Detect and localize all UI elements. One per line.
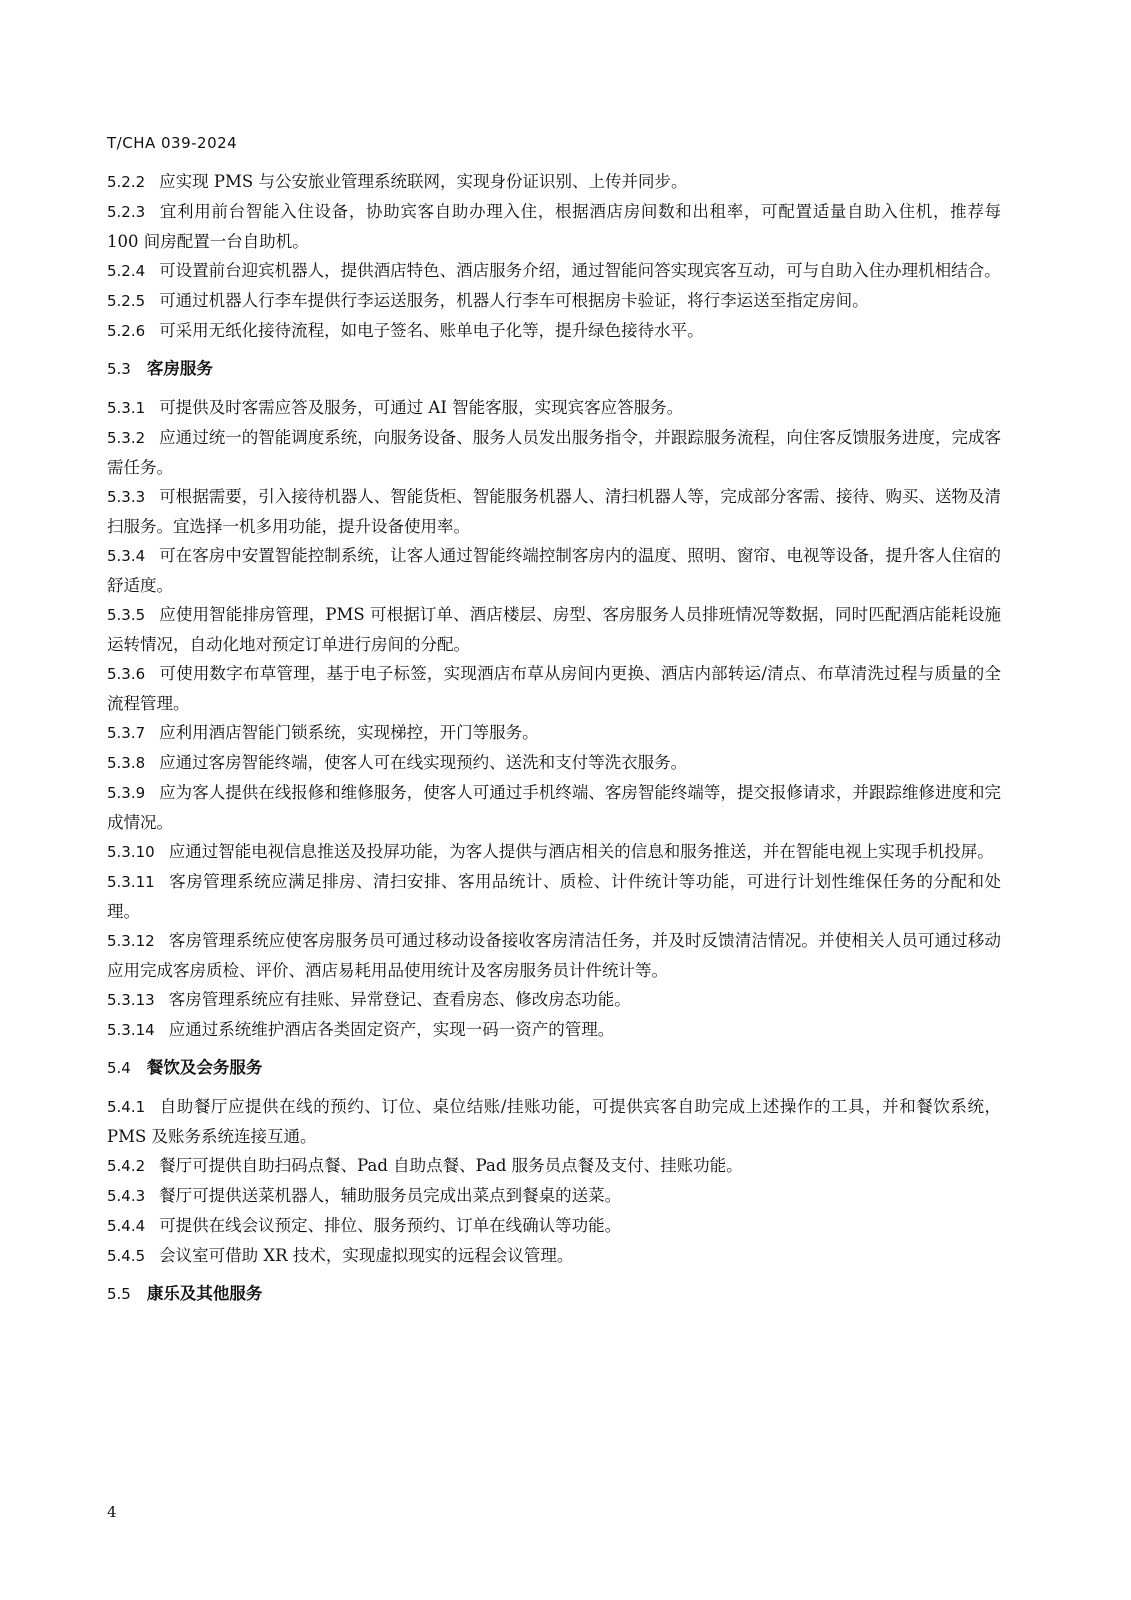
clause-text: 应实现 PMS 与公安旅业管理系统联网，实现身份证识别、上传并同步。 xyxy=(159,172,688,191)
clause-number: 5.3.8 xyxy=(107,754,146,772)
clause-text: 可提供在线会议预定、排位、服务预约、订单在线确认等功能。 xyxy=(159,1216,622,1235)
clause-text: 可采用无纸化接待流程，如电子签名、账单电子化等，提升绿色接待水平。 xyxy=(159,321,704,340)
clause-text: 自助餐厅应提供在线的预约、订位、桌位结账/挂账功能，可提供宾客自助完成上述操作的工具，并和餐饮系统，PMS 及账务系统连接互通。 xyxy=(107,1097,1001,1146)
document-code-header: T/CHA 039-2024 xyxy=(107,134,238,152)
clause-number: 5.2.6 xyxy=(107,322,146,340)
section-heading-5-5 xyxy=(107,1279,1001,1309)
clause-number: 5.2.3 xyxy=(107,203,146,221)
clause-number: 5.3.7 xyxy=(107,724,146,742)
clause-5-3-13 xyxy=(107,985,1001,1015)
clause-5-4-2 xyxy=(107,1151,1001,1181)
clause-number: 5.3.3 xyxy=(107,488,146,506)
clause-number: 5.4.1 xyxy=(107,1098,146,1116)
clause-text: 应使用智能排房管理，PMS 可根据订单、酒店楼层、房型、客房服务人员排班情况等数据，同时匹配酒店能耗设施运转情况，自动化地对预定订单进行房间的分配。 xyxy=(107,605,1001,654)
section-number: 5.5 xyxy=(107,1285,131,1303)
clause-number: 5.4.2 xyxy=(107,1157,146,1175)
clause-number: 5.3.6 xyxy=(107,665,146,683)
clause-text: 可使用数字布草管理，基于电子标签，实现酒店布草从房间内更换、酒店内部转运/清点、布草清洗过程与质量的全流程管理。 xyxy=(107,664,1001,713)
clause-5-3-14 xyxy=(107,1015,1001,1045)
clause-5-4-4 xyxy=(107,1211,1001,1241)
clause-text: 应利用酒店智能门锁系统，实现梯控，开门等服务。 xyxy=(159,723,539,742)
clause-text: 可设置前台迎宾机器人，提供酒店特色、酒店服务介绍，通过智能问答实现宾客互动，可与自助入住办理机相结合。 xyxy=(159,261,1001,280)
section-title: 餐饮及会务服务 xyxy=(146,1058,263,1077)
clause-number: 5.3.1 xyxy=(107,399,146,417)
clause-5-2-3 xyxy=(107,197,1001,256)
clause-text: 可通过机器人行李车提供行李运送服务，机器人行李车可根据房卡验证，将行李运送至指定房间。 xyxy=(159,291,869,310)
page-number: 4 xyxy=(107,1503,117,1521)
clause-5-3-2 xyxy=(107,423,1001,482)
clause-number: 5.3.4 xyxy=(107,547,146,565)
clause-5-3-4 xyxy=(107,541,1001,600)
section-number: 5.3 xyxy=(107,360,131,378)
clause-5-3-10 xyxy=(107,837,1001,867)
clause-5-3-9 xyxy=(107,778,1001,837)
clause-text: 餐厅可提供送菜机器人，辅助服务员完成出菜点到餐桌的送菜。 xyxy=(159,1186,622,1205)
clause-number: 5.2.5 xyxy=(107,292,146,310)
section-heading-5-4 xyxy=(107,1053,1001,1083)
clause-text: 客房管理系统应使客房服务员可通过移动设备接收客房清洁任务，并及时反馈清洁情况。并使相关人员可通过移动应用完成客房质检、评价、酒店易耗用品使用统计及客房服务员计件统计等。 xyxy=(107,931,1001,980)
clause-number: 5.3.2 xyxy=(107,429,146,447)
section-number: 5.4 xyxy=(107,1059,131,1077)
clause-number: 5.3.12 xyxy=(107,932,155,950)
clause-5-2-4 xyxy=(107,256,1001,286)
clause-number: 5.3.10 xyxy=(107,843,155,861)
clause-5-2-5 xyxy=(107,286,1001,316)
clause-text: 客房管理系统应满足排房、清扫安排、客用品统计、质检、计件统计等功能，可进行计划性维保任务的分配和处理。 xyxy=(107,872,1001,921)
clause-5-3-11 xyxy=(107,867,1001,926)
clause-number: 5.2.2 xyxy=(107,173,146,191)
clause-5-2-6 xyxy=(107,316,1001,346)
clause-text: 应通过智能电视信息推送及投屏功能，为客人提供与酒店相关的信息和服务推送，并在智能电视上实现手机投屏。 xyxy=(168,842,994,861)
clause-5-4-3 xyxy=(107,1181,1001,1211)
clause-text: 应通过系统维护酒店各类固定资产，实现一码一资产的管理。 xyxy=(168,1020,615,1039)
clause-number: 5.3.11 xyxy=(107,873,155,891)
section-heading-5-3 xyxy=(107,354,1001,384)
clause-text: 可根据需要，引入接待机器人、智能货柜、智能服务机器人、清扫机器人等，完成部分客需、接待、购买、送物及清扫服务。宜选择一机多用功能，提升设备使用率。 xyxy=(107,487,1001,536)
clause-5-3-7 xyxy=(107,718,1001,748)
clause-5-4-1 xyxy=(107,1092,1001,1151)
clause-5-3-8 xyxy=(107,748,1001,778)
clause-text: 应通过统一的智能调度系统，向服务设备、服务人员发出服务指令，并跟踪服务流程，向住客反馈服务进度，完成客需任务。 xyxy=(107,428,1001,477)
clause-5-3-3 xyxy=(107,482,1001,541)
section-title: 客房服务 xyxy=(146,359,213,378)
clause-text: 客房管理系统应有挂账、异常登记、查看房态、修改房态功能。 xyxy=(168,990,631,1009)
clause-5-3-6 xyxy=(107,659,1001,718)
clause-text: 应为客人提供在线报修和维修服务，使客人可通过手机终端、客房智能终端等，提交报修请求，并跟踪维修进度和完成情况。 xyxy=(107,783,1001,832)
clause-text: 餐厅可提供自助扫码点餐、Pad 自助点餐、Pad 服务员点餐及支付、挂账功能。 xyxy=(159,1156,743,1175)
clause-text: 会议室可借助 XR 技术，实现虚拟现实的远程会议管理。 xyxy=(159,1246,574,1265)
clause-text: 可提供及时客需应答及服务，可通过 AI 智能客服，实现宾客应答服务。 xyxy=(159,398,684,417)
clause-text: 宜利用前台智能入住设备，协助宾客自助办理入住，根据酒店房间数和出租率，可配置适量自助入住机，推荐每 100 间房配置一台自助机。 xyxy=(107,202,1001,251)
clause-number: 5.4.5 xyxy=(107,1247,146,1265)
clause-number: 5.4.4 xyxy=(107,1217,146,1235)
clause-number: 5.3.14 xyxy=(107,1021,155,1039)
clause-5-3-5 xyxy=(107,600,1001,659)
clause-5-2-2 xyxy=(107,167,1001,197)
clause-text: 应通过客房智能终端，使客人可在线实现预约、送洗和支付等洗衣服务。 xyxy=(159,753,688,772)
clause-5-3-12 xyxy=(107,926,1001,985)
clause-5-4-5 xyxy=(107,1241,1001,1271)
section-title: 康乐及其他服务 xyxy=(146,1284,263,1303)
document-body xyxy=(107,167,1001,1318)
clause-number: 5.3.5 xyxy=(107,606,146,624)
clause-number: 5.3.9 xyxy=(107,784,146,802)
clause-number: 5.2.4 xyxy=(107,262,146,280)
clause-number: 5.4.3 xyxy=(107,1187,146,1205)
clause-text: 可在客房中安置智能控制系统，让客人通过智能终端控制客房内的温度、照明、窗帘、电视等设备，提升客人住宿的舒适度。 xyxy=(107,546,1001,595)
clause-5-3-1 xyxy=(107,393,1001,423)
clause-number: 5.3.13 xyxy=(107,991,155,1009)
